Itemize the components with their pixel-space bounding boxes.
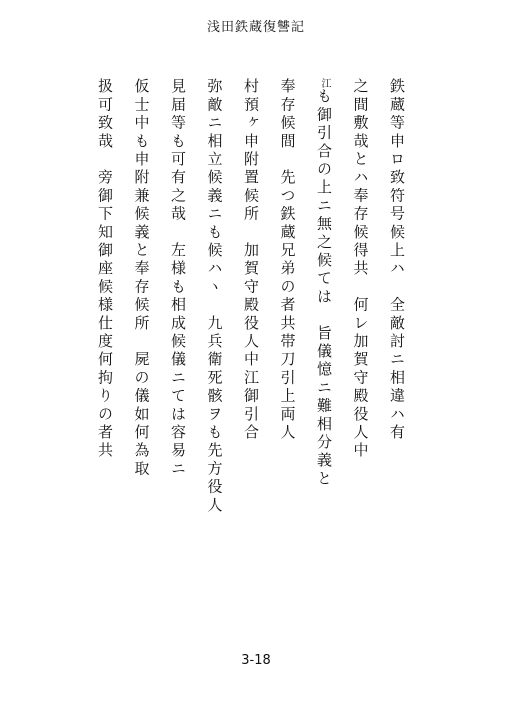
text-column-5: 村預ヶ申附置候所 加賀守殿役人中江御引合: [242, 78, 260, 442]
text-column-2: 之間敷哉とハ奉存候得共 何レ加賀守殿役人中: [351, 78, 370, 461]
text-column-3-body: も御引合の上ニ無之候ては 旨儀憶ニ難相分義と: [315, 88, 333, 489]
text-column-1: 鉄蔵等申ロ致符号候上ハ 全敵討ニ相違ハ有: [388, 78, 406, 442]
page-header-title: 浅田鉄蔵復讐記: [206, 20, 305, 35]
text-column-3: [306, 78, 343, 518]
text-column-4: 奉存候間 先つ鉄蔵兄弟の者共帯刀引上両人: [278, 78, 297, 442]
vertical-text-body: [87, 78, 416, 518]
page-number: 3-18: [241, 653, 271, 668]
small-kanji-prefix: 江: [319, 78, 330, 88]
text-column-8: 仮士中も申附兼候義と奉存候所 屍の儀如何為取: [132, 78, 151, 479]
text-column-6: 弥敵ニ相立候義ニも候ハヽ 九兵衛死骸ヲも先方役人: [205, 78, 224, 515]
text-column-7: 見届等も可有之哉 左様も相成候儀ニては容易ニ: [169, 78, 187, 479]
text-column-9: 扱可致哉 旁御下知御座候様仕度何拘りの者共: [96, 78, 114, 461]
